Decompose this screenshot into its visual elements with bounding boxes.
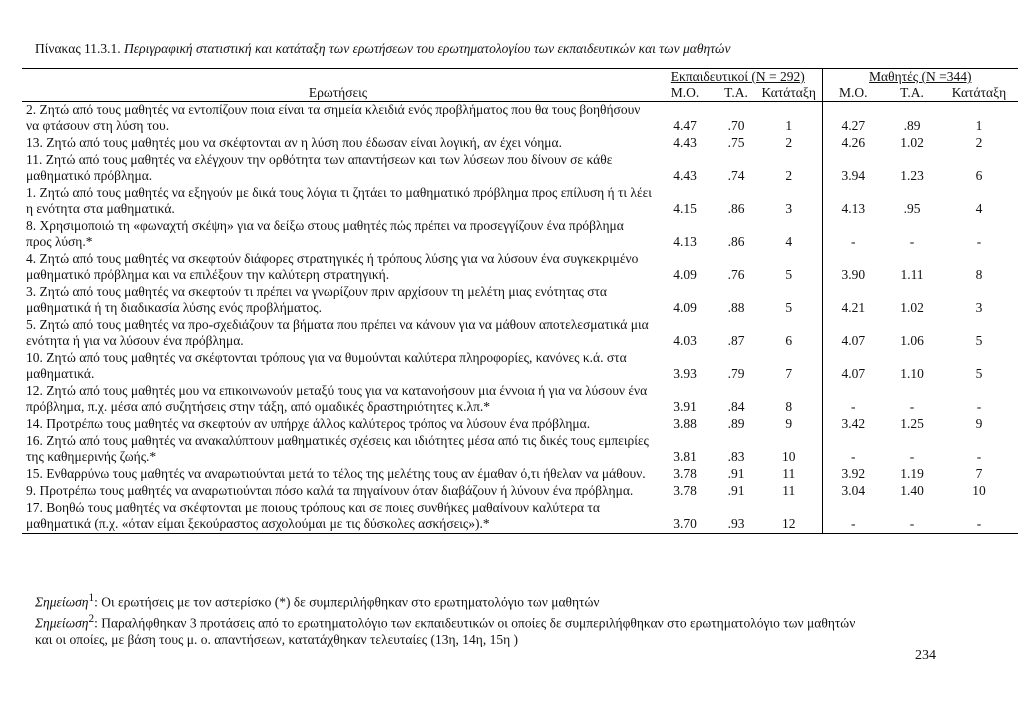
note-2-continuation: και οι οποίες, με βάση τους μ. ο. απαντήσεων, κατατάχθηκαν τελευταίες (13η, 14η, 15η ) (35, 632, 519, 647)
teachers-sd-cell: .86 (727, 201, 745, 216)
teachers-sd-cell: .93 (716, 500, 756, 534)
table-row (22, 350, 1018, 383)
teachers-rank-cell: 2 (756, 152, 822, 185)
teachers-rank-cell: 11 (756, 466, 822, 483)
question-text: 8. Χρησιμοποιώ τη «φωναχτή σκέψη» για να δείξω στους μαθητές πώς πρέπει να προσεγγίζουν ένα πρόβλημα προς λύση.* (26, 218, 624, 249)
students-mean-cell: 4.26 (841, 135, 866, 150)
teachers-sd-cell: .88 (727, 300, 745, 315)
table-row (22, 102, 1018, 136)
teachers-sd-cell: .84 (727, 399, 745, 414)
students-sd-cell: 1.23 (900, 168, 924, 183)
questions-column-header: Ερωτήσεις (22, 85, 654, 102)
table-notes (35, 590, 855, 648)
teachers-rank-cell: 6 (756, 317, 822, 350)
note-1-text: : Οι ερωτήσεις με τον αστερίσκο (*) δε συμπεριλήφθηκαν στο ερωτηματολόγιο των μαθητών (94, 594, 600, 610)
table-row (22, 284, 1018, 317)
table-row (22, 483, 1018, 500)
students-rank-cell: - (976, 234, 982, 249)
students-mean-cell: 4.21 (841, 300, 866, 315)
page-number: 234 (915, 648, 936, 663)
table-caption (35, 41, 730, 57)
teachers-rank-cell: 8 (756, 383, 822, 416)
teachers-rank-cell: 2 (756, 135, 822, 152)
table-row (22, 185, 1018, 218)
teachers-rank-cell: 9 (756, 416, 822, 433)
teachers-rank-cell: 1 (756, 102, 822, 136)
teachers-mean-cell: 3.78 (673, 466, 697, 481)
teachers-mean-cell: 4.13 (673, 234, 697, 249)
students-mean-cell: 4.27 (841, 118, 866, 133)
students-sd-cell: 1.06 (900, 333, 924, 348)
students-rank-cell: 5 (975, 333, 983, 348)
teachers-sd-cell: .89 (727, 416, 745, 431)
note-1-label: Σημείωση (35, 594, 89, 610)
students-rank-cell: 6 (975, 168, 983, 183)
table-row (22, 317, 1018, 350)
students-rank-cell: - (940, 500, 1018, 534)
students-mean-cell: 3.92 (841, 466, 866, 481)
teachers-mean-cell: 4.09 (673, 267, 697, 282)
question-text: 10. Ζητώ από τους μαθητές να σκέφτονται τρόπους για να θυμούνται καλύτερα πληροφορίες, κανόνες κ.ά. στα μαθηματικά. (26, 350, 627, 381)
students-sd-cell: 1.10 (900, 366, 924, 381)
teachers-sd-header: Τ.Α. (716, 85, 756, 102)
teachers-rank-header: Κατάταξη (756, 85, 822, 102)
teachers-sd-cell: .91 (727, 466, 745, 481)
note-1-sup: 1 (88, 592, 95, 604)
students-sd-cell: 1.11 (900, 267, 924, 282)
students-mean-cell: 3.42 (841, 416, 866, 431)
students-sd-cell: 1.40 (900, 483, 924, 498)
students-mean-cell: - (822, 500, 884, 534)
table-row (22, 466, 1018, 483)
students-sd-cell: 1.25 (900, 416, 924, 431)
teachers-sd-cell: .75 (727, 135, 745, 150)
teachers-sd-cell: .91 (727, 483, 745, 498)
teachers-rank-cell: 5 (756, 251, 822, 284)
caption-title: Περιγραφική στατιστική και κατάταξη των ερωτήσεων του ερωτηματολογίου των εκπαιδευτικών και των μαθητών (124, 41, 731, 56)
question-text: 1. Ζητώ από τους μαθητές να εξηγούν με δικά τους λόγια τι ζητάει το μαθηματικό πρόβλημα προς επίλυση ή τι λέει η ενότητα στα μαθηματικά. (26, 185, 652, 216)
note-2-label: Σημείωση (35, 615, 89, 630)
students-rank-cell: 2 (975, 135, 983, 150)
table-row (22, 433, 1018, 466)
teachers-sd-cell: .79 (727, 366, 745, 381)
students-sd-cell: - (884, 500, 940, 534)
question-text: 12. Ζητώ από τους μαθητές μου να επικοινωνούν μεταξύ τους για να κατανοήσουν μια έννοια ή για να λύσουν ένα πρόβλημα, π.χ. μέσα από συζητήσεις στην τάξη, από ομαδικές δραστηριότητες κ.λπ.* (26, 383, 648, 414)
students-mean-cell: 3.04 (841, 483, 866, 498)
students-sd-cell: 1.19 (900, 466, 924, 481)
students-mean-cell: 4.13 (841, 201, 866, 216)
teachers-mean-cell: 4.43 (673, 168, 697, 183)
students-sd-cell: 1.02 (900, 135, 924, 150)
teachers-mean-cell: 3.81 (673, 449, 697, 464)
students-sd-cell: - (909, 449, 915, 464)
statistics-table (22, 68, 1018, 534)
teachers-sd-cell: .74 (727, 168, 745, 183)
question-text: 2. Ζητώ από τους μαθητές να εντοπίζουν ποια είναι τα σημεία κλειδιά ενός προβλήματος που θα τους βοηθήσουν να φτάσουν στη λύση του. (26, 102, 641, 133)
students-mean-cell: 3.94 (841, 168, 866, 183)
students-mean-cell: - (851, 234, 856, 249)
question-text: 17. Βοηθώ τους μαθητές να σκέφτονται με ποιους τρόπους και σε ποιες συνθήκες μαθαίνουν καλύτερα τα μαθηματικά (π.χ. «όταν είμαι ξεκούραστος ασχολούμαι με τις δύσκολες ασκήσεις»).* (22, 500, 654, 534)
teachers-mean-cell: 4.09 (673, 300, 697, 315)
teachers-mean-cell: 4.03 (673, 333, 697, 348)
teachers-rank-cell: 3 (756, 185, 822, 218)
students-mean-cell: 4.07 (841, 366, 866, 381)
teachers-sd-cell: .70 (727, 118, 745, 133)
teachers-mean-cell: 3.93 (673, 366, 697, 381)
teachers-mean-cell: 3.88 (673, 416, 697, 431)
students-rank-cell: 10 (972, 483, 986, 498)
teachers-rank-cell: 7 (756, 350, 822, 383)
table-row (22, 500, 1018, 534)
teachers-mean-cell: 4.15 (673, 201, 697, 216)
question-text: 9. Προτρέπω τους μαθητές να αναρωτιούνται πόσο καλά τα πηγαίνουν όταν διαβάζουν ή λύνουν ένα πρόβλημα. (26, 483, 634, 498)
question-text: 13. Ζητώ από τους μαθητές μου να σκέφτονται αν η λύση που έδωσαν είναι λογική, αν έχει νόημα. (26, 135, 562, 150)
students-sd-cell: .89 (903, 118, 921, 133)
teachers-mean-cell: 4.47 (673, 118, 697, 133)
teachers-mean-cell: 3.70 (654, 500, 716, 534)
teachers-mean-cell: 3.91 (673, 399, 697, 414)
teachers-mean-cell: 4.43 (673, 135, 697, 150)
teachers-rank-cell: 11 (756, 483, 822, 500)
question-text: 16. Ζητώ από τους μαθητές να ανακαλύπτουν μαθηματικές σχέσεις και ιδιότητες μέσα από τις δικές τους εμπειρίες της καθημερινής ζωής.* (26, 433, 649, 464)
students-sd-header: Τ.Α. (884, 85, 940, 102)
teachers-sd-cell: .83 (727, 449, 745, 464)
note-2-sup: 2 (88, 612, 95, 625)
question-text: 14. Προτρέπω τους μαθητές να σκεφτούν αν υπήρχε άλλος καλύτερος τρόπος να λύσουν ένα πρόβλημα. (26, 416, 591, 431)
question-text: 11. Ζητώ από τους μαθητές να ελέγχουν την ορθότητα των απαντήσεων και των λύσεων που δίνουν σε κάθε μαθηματικό πρόβλημα. (26, 152, 613, 183)
question-text: 15. Ενθαρρύνω τους μαθητές να αναρωτιούνται μετά το τέλος της μελέτης τους αν έμαθαν ό,τι ήθελαν να μάθουν. (26, 466, 646, 481)
students-rank-cell: 1 (975, 118, 983, 133)
students-sd-cell: .95 (903, 201, 921, 216)
table-row (22, 416, 1018, 433)
students-mean-header: Μ.Ο. (822, 85, 884, 102)
question-text: 5. Ζητώ από τους μαθητές να προ-σχεδιάζουν τα βήματα που πρέπει να κάνουν για να μάθουν αποτελεσματικά μια ενότητα ή για να λύσουν ένα πρόβλημα. (26, 317, 649, 348)
students-sd-cell: - (909, 234, 915, 249)
table-row (22, 135, 1018, 152)
teachers-rank-cell: 10 (756, 433, 822, 466)
note-2-text: : Παραλήφθηκαν 3 προτάσεις από το ερωτηματολόγιο των εκπαιδευτικών οι οποίες δε συμπεριλήφθηκαν στο ερωτηματολόγιο των μαθητών (94, 615, 856, 630)
question-text: 4. Ζητώ από τους μαθητές να σκεφτούν διάφορες στρατηγικές ή τρόπους λύσης για να λύσουν ένα συγκεκριμένο μαθηματικό πρόβλημα και να επιλέξουν την καλύτερη στρατηγική. (26, 251, 639, 282)
students-rank-cell: - (976, 449, 982, 464)
teachers-sd-cell: .86 (727, 234, 745, 249)
students-rank-cell: 8 (975, 267, 983, 282)
students-mean-cell: 4.07 (841, 333, 866, 348)
students-sd-cell: - (909, 399, 915, 414)
teachers-mean-header: Μ.Ο. (654, 85, 716, 102)
table-row (22, 218, 1018, 251)
teachers-sd-cell: .87 (727, 333, 745, 348)
students-rank-header: Κατάταξη (940, 85, 1018, 102)
table-row (22, 383, 1018, 416)
students-rank-cell: - (976, 399, 982, 414)
teachers-rank-cell: 12 (756, 500, 822, 534)
teachers-sd-cell: .76 (727, 267, 745, 282)
students-rank-cell: 9 (975, 416, 983, 431)
teachers-mean-cell: 3.78 (673, 483, 697, 498)
students-rank-cell: 7 (975, 466, 983, 481)
students-group-header: Μαθητές (N =344) (869, 69, 972, 84)
teachers-rank-cell: 4 (756, 218, 822, 251)
note-1 (35, 590, 855, 611)
table-row (22, 152, 1018, 185)
caption-label: Πίνακας 11.3.1. (35, 41, 121, 56)
teachers-group-header: Εκπαιδευτικοί (N = 292) (654, 69, 822, 85)
students-rank-cell: 3 (975, 300, 983, 315)
note-2 (35, 611, 855, 632)
question-text: 3. Ζητώ από τους μαθητές να σκεφτούν τι πρέπει να γνωρίζουν πριν αρχίσουν τη μελέτη μιας ενότητας στα μαθηματικά ή τη διαδικασία λύσης ενός προβλήματος. (26, 284, 607, 315)
students-sd-cell: 1.02 (900, 300, 924, 315)
students-rank-cell: 5 (975, 366, 983, 381)
students-rank-cell: 4 (975, 201, 983, 216)
table-row (22, 251, 1018, 284)
students-mean-cell: - (851, 449, 856, 464)
students-mean-cell: 3.90 (841, 267, 866, 282)
teachers-rank-cell: 5 (756, 284, 822, 317)
students-mean-cell: - (851, 399, 856, 414)
